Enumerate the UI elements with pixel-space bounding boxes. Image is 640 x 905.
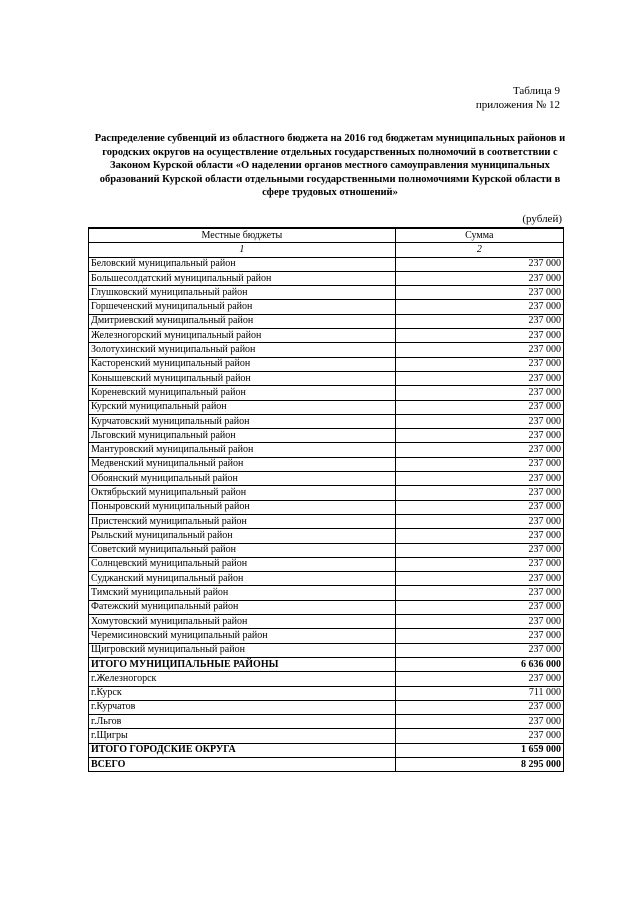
budget-name-cell: Касторенский муниципальный район <box>89 357 396 371</box>
sum-cell: 237 000 <box>395 257 563 271</box>
budget-name-cell: Рыльский муниципальный район <box>89 529 396 543</box>
table-row <box>89 357 564 371</box>
table-row <box>89 257 564 271</box>
table-row <box>89 429 564 443</box>
budget-name-cell: Глушковский муниципальный район <box>89 286 396 300</box>
table-row <box>89 700 564 714</box>
sum-cell: 237 000 <box>395 443 563 457</box>
table-row <box>89 286 564 300</box>
budget-name-cell: Советский муниципальный район <box>89 543 396 557</box>
table-row <box>89 400 564 414</box>
sum-cell: 237 000 <box>395 600 563 614</box>
table-row <box>89 472 564 486</box>
budget-name-cell: ВСЕГО <box>89 757 396 771</box>
sum-cell: 237 000 <box>395 343 563 357</box>
table-number-label: Таблица 9 <box>512 85 560 97</box>
sum-cell: 237 000 <box>395 557 563 571</box>
table-row <box>89 715 564 729</box>
column-number-2: 2 <box>395 243 563 257</box>
table-row <box>89 686 564 700</box>
sum-cell: 237 000 <box>395 314 563 328</box>
sum-cell: 237 000 <box>395 643 563 657</box>
budget-name-cell: Беловский муниципальный район <box>89 257 396 271</box>
sum-cell: 237 000 <box>395 371 563 385</box>
sum-cell: 237 000 <box>395 500 563 514</box>
sum-cell: 237 000 <box>395 572 563 586</box>
appendix-label: приложения № 12 <box>475 99 560 111</box>
table-row <box>89 329 564 343</box>
table-row <box>89 572 564 586</box>
table-row <box>89 314 564 328</box>
budget-name-cell: Поныровский муниципальный район <box>89 500 396 514</box>
budget-name-cell: ИТОГО ГОРОДСКИЕ ОКРУГА <box>89 743 396 757</box>
table-row <box>89 629 564 643</box>
table-row <box>89 343 564 357</box>
document-title: Распределение субвенций из областного бюджета на 2016 год бюджетам муниципальных районов и городских округов на осуществление отдельных государственных полномочий в соответствии с Законом Курской области «О наделении органов местного самоуправления муниципальных образований Курской области отдельными государственными полномочиями Курской области в сфере трудовых отношений» <box>94 133 566 198</box>
budget-name-cell: Солнцевский муниципальный район <box>89 557 396 571</box>
table-row <box>89 486 564 500</box>
budget-name-cell: Октябрьский муниципальный район <box>89 486 396 500</box>
sum-cell: 237 000 <box>395 329 563 343</box>
sum-cell: 237 000 <box>395 700 563 714</box>
sum-cell: 237 000 <box>395 514 563 528</box>
column-number-1: 1 <box>89 243 396 257</box>
budget-name-cell: Курский муниципальный район <box>89 400 396 414</box>
sum-cell: 237 000 <box>395 357 563 371</box>
budget-name-cell: г.Щигры <box>89 729 396 743</box>
sum-cell: 237 000 <box>395 414 563 428</box>
sum-cell: 237 000 <box>395 586 563 600</box>
sum-cell: 237 000 <box>395 472 563 486</box>
budget-name-cell: Кореневский муниципальный район <box>89 386 396 400</box>
sum-cell: 8 295 000 <box>395 757 563 771</box>
budget-name-cell: Хомутовский муниципальный район <box>89 615 396 629</box>
budget-name-cell: Дмитриевский муниципальный район <box>89 314 396 328</box>
budget-name-cell: Железногорский муниципальный район <box>89 329 396 343</box>
sum-cell: 237 000 <box>395 271 563 285</box>
budget-name-cell: г.Льгов <box>89 715 396 729</box>
budget-name-cell: Фатежский муниципальный район <box>89 600 396 614</box>
sum-cell: 237 000 <box>395 715 563 729</box>
sum-cell: 237 000 <box>395 457 563 471</box>
sum-cell: 237 000 <box>395 300 563 314</box>
sum-cell: 6 636 000 <box>395 657 563 671</box>
table-row <box>89 543 564 557</box>
table-row <box>89 615 564 629</box>
column-header-budgets: Местные бюджеты <box>89 228 396 243</box>
budget-name-cell: Медвенский муниципальный район <box>89 457 396 471</box>
table-row <box>89 643 564 657</box>
table-row <box>89 386 564 400</box>
budget-name-cell: Мантуровский муниципальный район <box>89 443 396 457</box>
sum-cell: 237 000 <box>395 543 563 557</box>
sum-cell: 237 000 <box>395 429 563 443</box>
table-total-row <box>89 743 564 757</box>
budget-name-cell: Черемисиновский муниципальный район <box>89 629 396 643</box>
budget-name-cell: Горшеченский муниципальный район <box>89 300 396 314</box>
table-row <box>89 672 564 686</box>
table-total-row <box>89 757 564 771</box>
subvention-table <box>88 227 564 772</box>
table-row <box>89 600 564 614</box>
sum-cell: 237 000 <box>395 729 563 743</box>
table-row <box>89 414 564 428</box>
sum-cell: 237 000 <box>395 286 563 300</box>
table-row <box>89 514 564 528</box>
table-row <box>89 500 564 514</box>
budget-name-cell: Суджанский муниципальный район <box>89 572 396 586</box>
sum-cell: 237 000 <box>395 386 563 400</box>
budget-name-cell: Конышевский муниципальный район <box>89 371 396 385</box>
sum-cell: 237 000 <box>395 629 563 643</box>
table-row <box>89 443 564 457</box>
table-row <box>89 586 564 600</box>
budget-name-cell: Пристенский муниципальный район <box>89 514 396 528</box>
table-row <box>89 729 564 743</box>
table-reference <box>476 84 560 112</box>
budget-name-cell: ИТОГО МУНИЦИПАЛЬНЫЕ РАЙОНЫ <box>89 657 396 671</box>
budget-name-cell: Тимский муниципальный район <box>89 586 396 600</box>
sum-cell: 1 659 000 <box>395 743 563 757</box>
budget-name-cell: г.Курчатов <box>89 700 396 714</box>
table-row <box>89 457 564 471</box>
table-total-row <box>89 657 564 671</box>
table-body <box>89 257 564 772</box>
budget-name-cell: г.Железногорск <box>89 672 396 686</box>
table-row <box>89 371 564 385</box>
table-row <box>89 271 564 285</box>
table-row <box>89 529 564 543</box>
sum-cell: 237 000 <box>395 672 563 686</box>
budget-name-cell: Большесолдатский муниципальный район <box>89 271 396 285</box>
sum-cell: 237 000 <box>395 529 563 543</box>
table-row <box>89 557 564 571</box>
sum-cell: 711 000 <box>395 686 563 700</box>
column-header-sum: Сумма <box>395 228 563 243</box>
table-header-row <box>89 228 564 243</box>
currency-unit: (рублей) <box>522 213 562 225</box>
budget-name-cell: Обоянский муниципальный район <box>89 472 396 486</box>
table-row <box>89 300 564 314</box>
sum-cell: 237 000 <box>395 615 563 629</box>
sum-cell: 237 000 <box>395 400 563 414</box>
column-number-row <box>89 243 564 257</box>
sum-cell: 237 000 <box>395 486 563 500</box>
budget-name-cell: Льговский муниципальный район <box>89 429 396 443</box>
budget-name-cell: Щигровский муниципальный район <box>89 643 396 657</box>
budget-name-cell: Курчатовский муниципальный район <box>89 414 396 428</box>
budget-name-cell: Золотухинский муниципальный район <box>89 343 396 357</box>
budget-name-cell: г.Курск <box>89 686 396 700</box>
